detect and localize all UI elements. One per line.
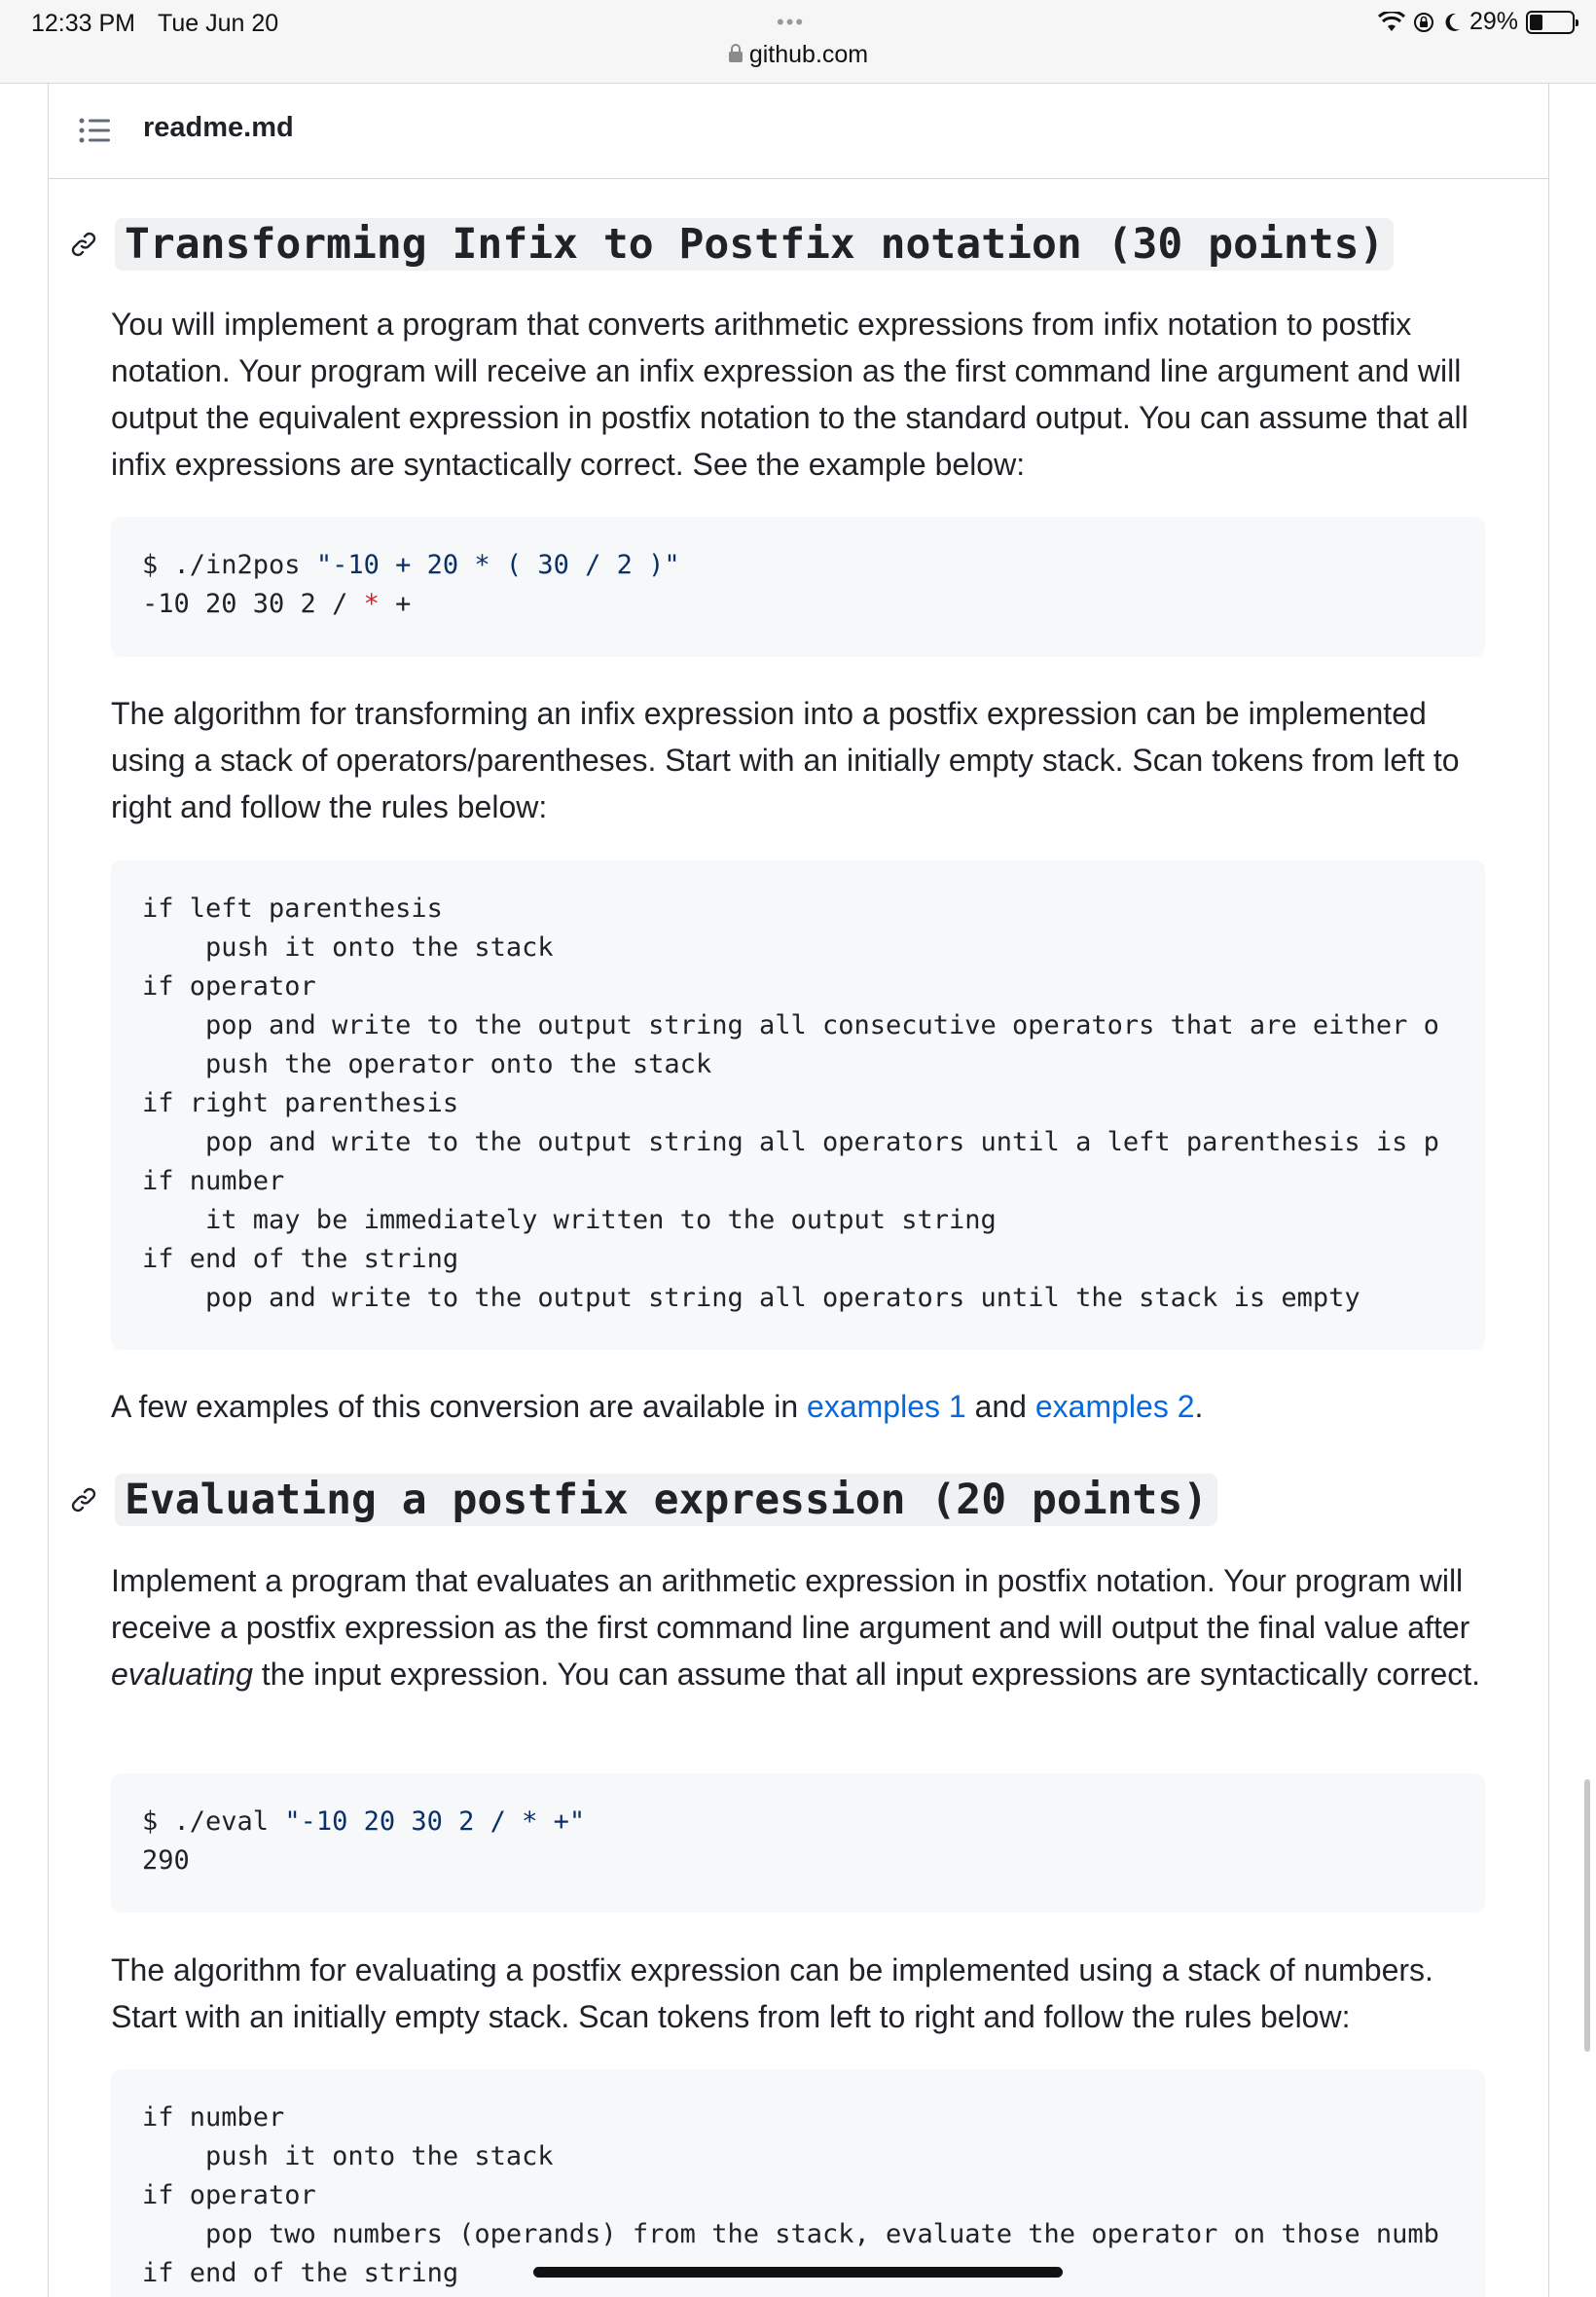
anchor-link-icon[interactable] <box>70 1486 97 1513</box>
battery-percent: 29% <box>1469 8 1518 35</box>
wifi-icon <box>1378 12 1405 33</box>
status-bar <box>0 0 1596 84</box>
eval-intro-paragraph: Implement a program that evaluates an arithmetic expression in postfix notation. Your program will receive a postfix expression as the first command line argument and will output the final value after evaluating the input expression. You can assume that all input expressions are syntactically correct. <box>111 1563 1481 1692</box>
section-heading-eval <box>70 1474 1217 1526</box>
eval-rules-code-block: if number push it onto the stack if operator pop two numbers (operands) from the stack, evaluate the operator on those numb if end of the string <box>111 2069 1485 2297</box>
lock-icon <box>728 42 744 70</box>
infix-algorithm-paragraph: The algorithm for transforming an infix expression into a postfix expression can be implemented using a stack of operators/parentheses. Start with an initially empty stack. Scan tokens from left to right and follow the rules below: <box>111 696 1460 824</box>
home-indicator[interactable] <box>533 2267 1063 2278</box>
infix-example-code-block: $ ./in2pos "-10 + 20 * ( 30 / 2 )" -10 20 30 2 / * + <box>111 517 1485 657</box>
file-header <box>49 84 1548 179</box>
infix-rules-code-block: if left parenthesis push it onto the stack if operator pop and write to the output string all consecutive operators that are either o push the operator onto the stack if right parenthesis pop and write to the output string all operators until a left parenthesis is p if number it may be immediately written to the output string if end of the string pop and write to the output string all operators until the stack is empty <box>111 860 1485 1350</box>
moon-icon <box>1442 12 1462 33</box>
multitasking-dots-icon[interactable]: ••• <box>777 10 806 34</box>
anchor-link-icon[interactable] <box>70 231 97 258</box>
address-bar[interactable] <box>0 41 1596 70</box>
examples-2-link[interactable]: examples 2 <box>1034 1389 1195 1424</box>
status-time: 12:33 PM <box>31 10 136 37</box>
status-icons <box>1378 8 1575 36</box>
orientation-lock-icon <box>1413 12 1434 33</box>
heading-text: Transforming Infix to Postfix notation (30 points) <box>115 218 1394 271</box>
eval-example-code-block: $ ./eval "-10 20 30 2 / * +" 290 <box>111 1773 1485 1913</box>
examples-1-link[interactable]: examples 1 <box>807 1389 966 1424</box>
infix-intro-paragraph: You will implement a program that converts arithmetic expressions from infix notation to postfix notation. Your program will receive an infix expression as the first command line argument and will output the equivalent expression in postfix notation to the standard output. You can assume that all infix expressions are syntactically correct. See the example below: <box>111 307 1469 482</box>
examples-paragraph: A few examples of this conversion are available in examples 1 and examples 2. <box>111 1389 1204 1424</box>
file-name: readme.md <box>143 112 294 143</box>
eval-algorithm-paragraph: The algorithm for evaluating a postfix expression can be implemented using a stack of numbers. Start with an initially empty stack. Scan tokens from left to right and follow the rules below: <box>111 1952 1433 2034</box>
status-date: Tue Jun 20 <box>158 10 279 37</box>
battery-icon <box>1526 11 1575 34</box>
outline-list-icon[interactable] <box>79 116 112 145</box>
section-heading-infix <box>70 218 1394 271</box>
heading-text: Evaluating a postfix expression (20 points) <box>115 1474 1217 1526</box>
scroll-indicator[interactable] <box>1584 1779 1590 2052</box>
url-text: github.com <box>748 41 869 68</box>
